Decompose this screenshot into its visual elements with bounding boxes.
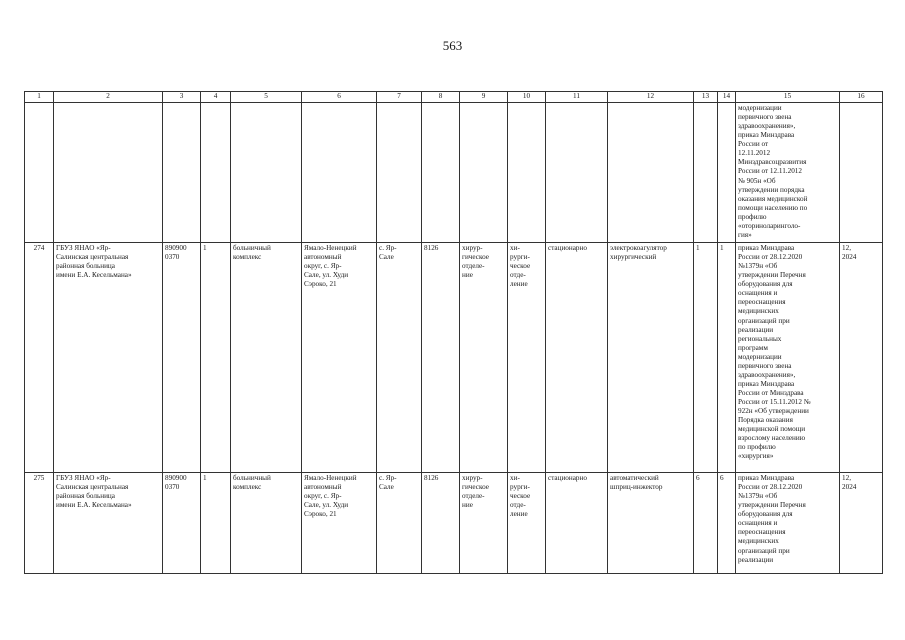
empty-cell [508, 103, 546, 243]
column-number: 12 [608, 92, 694, 103]
col4-cell: 1 [201, 473, 231, 574]
column-number: 13 [694, 92, 718, 103]
empty-cell [608, 103, 694, 243]
column-number: 7 [377, 92, 422, 103]
department-cell: хирур- гическое отделе- ние [460, 243, 508, 473]
settlement-cell: с. Яр- Сале [377, 243, 422, 473]
organization-cell: ГБУЗ ЯНАО «Яр- Салинская центральная районная больница имени Е.А. Кесельмана» [54, 473, 163, 574]
column-number: 2 [54, 92, 163, 103]
column-number: 4 [201, 92, 231, 103]
column-number: 6 [302, 92, 377, 103]
empty-cell [163, 103, 201, 243]
empty-cell [718, 103, 736, 243]
column-number: 11 [546, 92, 608, 103]
empty-cell [377, 103, 422, 243]
period-cell: 12, 2024 [840, 473, 883, 574]
continuation-row [25, 103, 883, 243]
page-number: 563 [442, 38, 463, 53]
equipment-cell: электрокоагулятор хирургический [608, 243, 694, 473]
column-number: 5 [231, 92, 302, 103]
row-number: 275 [25, 473, 54, 574]
empty-cell [840, 103, 883, 243]
col4-cell: 1 [201, 243, 231, 473]
column-number: 16 [840, 92, 883, 103]
table-row [25, 243, 883, 473]
equipment-cell: автоматический шприц-инжектор [608, 473, 694, 574]
equipment-table [24, 91, 883, 574]
organization-cell: ГБУЗ ЯНАО «Яр- Салинская центральная районная больница имени Е.А. Кесельмана» [54, 243, 163, 473]
unit-cell: хи- рурги- ческое отде- ление [508, 243, 546, 473]
period-cell: 12, 2024 [840, 243, 883, 473]
column-number: 9 [460, 92, 508, 103]
col8-cell: 8126 [422, 243, 460, 473]
care-form-cell: стационарно [546, 473, 608, 574]
empty-cell [422, 103, 460, 243]
column-number: 15 [736, 92, 840, 103]
empty-cell [201, 103, 231, 243]
col8-cell: 8126 [422, 473, 460, 574]
unit-cell: хи- рурги- ческое отде- ление [508, 473, 546, 574]
empty-cell [460, 103, 508, 243]
quantity-cell: 6 [718, 473, 736, 574]
quantity-cell: 1 [718, 243, 736, 473]
quantity-cell: 1 [694, 243, 718, 473]
building-type-cell: больничный комплекс [231, 243, 302, 473]
empty-cell [694, 103, 718, 243]
code-cell: 890900 0370 [163, 243, 201, 473]
empty-cell [54, 103, 163, 243]
table-row [25, 473, 883, 574]
empty-cell [302, 103, 377, 243]
row-number: 274 [25, 243, 54, 473]
basis-cell: приказ Минздрава России от 28.12.2020 №1379н «Об утверждении Перечня оборудования для оснащения и переоснащения медицинских организаций при реализации региональных программ модернизации первичного звена здравоохранения», приказ Минздрава России от Минздрава России от 15.11.2012 № 922н «Об утверждении Порядка оказания медицинской помощи взрослому населению по профилю «хирургия» [736, 243, 840, 473]
address-cell: Ямало-Ненецкий автономный округ, с. Яр- Сале, ул. Худи Сэроко, 21 [302, 473, 377, 574]
empty-cell [231, 103, 302, 243]
column-number: 10 [508, 92, 546, 103]
column-number: 1 [25, 92, 54, 103]
quantity-cell: 6 [694, 473, 718, 574]
building-type-cell: больничный комплекс [231, 473, 302, 574]
empty-cell [25, 103, 54, 243]
column-number: 8 [422, 92, 460, 103]
column-number-row [25, 92, 883, 103]
basis-cell: приказ Минздрава России от 28.12.2020 №1379н «Об утверждении Перечня оборудования для оснащения и переоснащения медицинских организаций при реализации [736, 473, 840, 574]
column-number: 3 [163, 92, 201, 103]
settlement-cell: с. Яр- Сале [377, 473, 422, 574]
address-cell: Ямало-Ненецкий автономный округ, с. Яр- Сале, ул. Худи Сэроко, 21 [302, 243, 377, 473]
empty-cell [546, 103, 608, 243]
basis-cell: модернизации первичного звена здравоохранения», приказ Минздрава России от 12.11.2012 Минздравсоцразвития России от 12.11.2012 № 905н «Об утверждении порядка оказания медицинской помощи населению по профилю «оториноларинголо- гия» [736, 103, 840, 243]
care-form-cell: стационарно [546, 243, 608, 473]
department-cell: хирур- гическое отделе- ние [460, 473, 508, 574]
code-cell: 890900 0370 [163, 473, 201, 574]
column-number: 14 [718, 92, 736, 103]
